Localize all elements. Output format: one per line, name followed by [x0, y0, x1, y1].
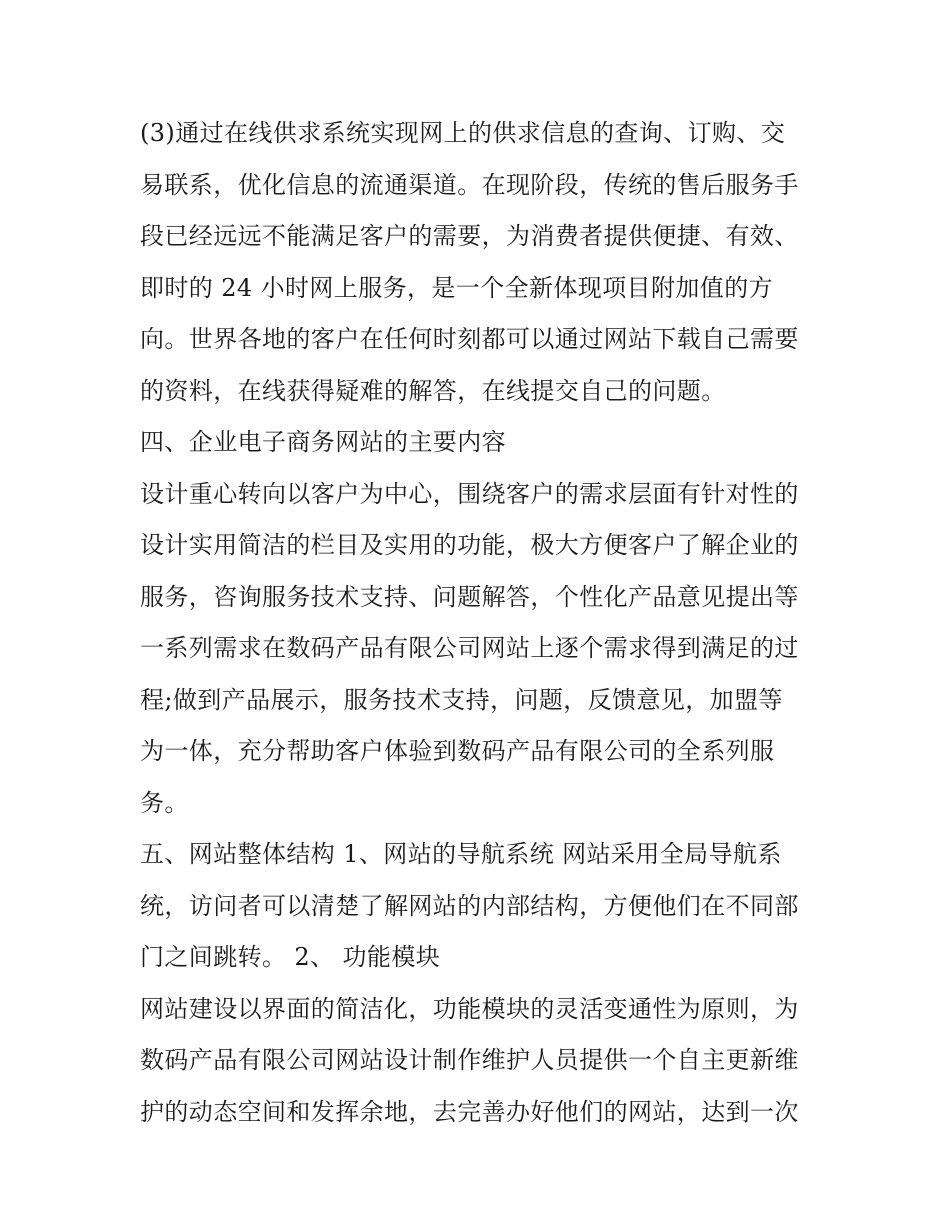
text-line: 即时的 24 小时网上服务，是一个全新体现项目附加值的方 — [140, 273, 773, 302]
text-line: 易联系，优化信息的流通渠道。在现阶段，传统的售后服务手 — [140, 170, 799, 199]
text-line: 统，访问者可以清楚了解网站的内部结构，方便他们在不同部 — [140, 891, 799, 920]
section-heading: 四、企业电子商务网站的主要内容 — [140, 428, 506, 456]
text-line: 门之间跳转。 2、 功能模块 — [140, 943, 441, 971]
text-line: 为一体，充分帮助客户体验到数码产品有限公司的全系列服 — [140, 737, 775, 765]
text-line: 护的动态空间和发挥余地，去完善办好他们的网站，达到一次 — [140, 1097, 799, 1126]
document-page — [140, 108, 820, 1138]
text-line: 网站建设以界面的简洁化，功能模块的灵活变通性为原则，为 — [140, 994, 799, 1023]
text-line: 段已经远远不能满足客户的需要，为消费者提供便捷、有效、 — [140, 222, 799, 250]
text-line: 务。 — [140, 788, 189, 817]
text-line: 一系列需求在数码产品有限公司网站上逐个需求得到满足的过 — [140, 634, 799, 662]
section-heading: 五、网站整体结构 1、网站的导航系统 网站采用全局导航系 — [140, 840, 782, 868]
text-line: 的资料，在线获得疑难的解答，在线提交自己的问题。 — [140, 376, 726, 405]
text-line: 程;做到产品展示，服务技术支持，问题，反馈意见，加盟等 — [140, 685, 783, 714]
text-line: 设计实用简洁的栏目及实用的功能，极大方便客户了解企业的 — [140, 531, 799, 559]
text-line: 向。世界各地的客户在任何时刻都可以通过网站下载自己需要 — [140, 325, 799, 353]
text-line: 数码产品有限公司网站设计制作维护人员提供一个自主更新维 — [140, 1046, 799, 1074]
text-line: 设计重心转向以客户为中心，围绕客户的需求层面有针对性的 — [140, 479, 799, 508]
text-line: (3)通过在线供求系统实现网上的供求信息的查询、订购、交 — [140, 119, 786, 147]
text-line: 服务，咨询服务技术支持、问题解答，个性化产品意见提出等 — [140, 582, 799, 611]
